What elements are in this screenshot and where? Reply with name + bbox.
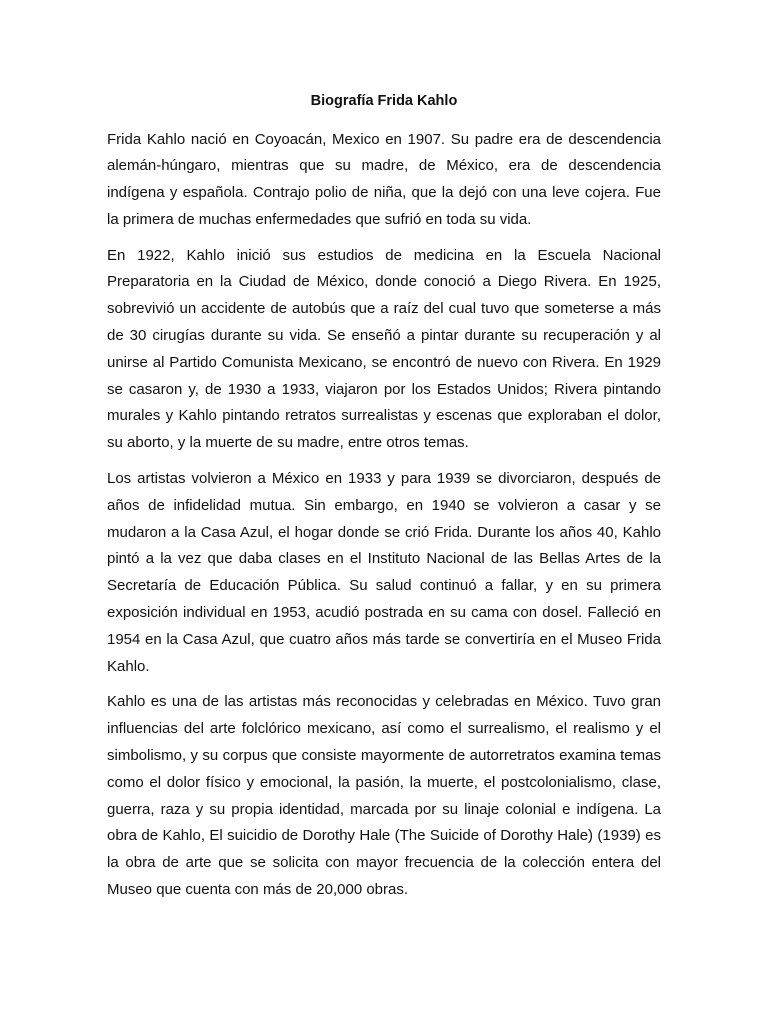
document-title: Biografía Frida Kahlo xyxy=(310,93,458,109)
document-body xyxy=(107,88,661,913)
paragraph-3: Los artistas volvieron a México en 1933 y para 1939 se divorciaron, después de años de infidelidad mutua. Sin embargo, en 1940 se volvieron a casar y se mudaron a la Casa Azul, el hogar donde se crió Frida. Durante los años 40, Kahlo pintó a la vez que daba clases en el Instituto Nacional de las Bellas Artes de la Secretaría de Educación Pública. Su salud continuó a fallar, y en su primera exposición individual en 1953, acudió postrada en su cama con dosel. Falleció en 1954 en la Casa Azul, que cuatro años más tarde se convertiría en el Museo Frida Kahlo. xyxy=(107,470,661,675)
paragraph-4: Kahlo es una de las artistas más reconocidas y celebradas en México. Tuvo gran influencias del arte folclórico mexicano, así como el surrealismo, el realismo y el simbolismo, y su corpus que consiste mayormente de autorretratos examina temas como el dolor físico y emocional, la pasión, la muerte, el postcolonialismo, clase, guerra, raza y su propia identidad, marcada por su linaje colonial e indígena. La obra de Kahlo, El suicidio de Dorothy Hale (The Suicide of Dorothy Hale) (1939) es la obra de arte que se solicita con mayor frecuencia de la colección entera del Museo que cuenta con más de 20,000 obras. xyxy=(107,693,661,899)
paragraph-2: En 1922, Kahlo inició sus estudios de medicina en la Escuela Nacional Preparatoria en la Ciudad de México, donde conoció a Diego Rivera. En 1925, sobrevivió un accidente de autobús que a raíz del cual tuvo que someterse a más de 30 cirugías durante su vida. Se enseñó a pintar durante su recuperación y al unirse al Partido Comunista Mexicano, se encontró de nuevo con Rivera. En 1929 se casaron y, de 1930 a 1933, viajaron por los Estados Unidos; Rivera pintando murales y Kahlo pintando retratos surrealistas y escenas que exploraban el dolor, su aborto, y la muerte de su madre, entre otros temas. xyxy=(107,246,661,452)
paragraph-1: Frida Kahlo nació en Coyoacán, Mexico en 1907. Su padre era de descendencia alemán-húngaro, mientras que su madre, de México, era de descendencia indígena y española. Contrajo polio de niña, que la dejó con una leve cojera. Fue la primera de muchas enfermedades que sufrió en toda su vida. xyxy=(107,130,661,228)
